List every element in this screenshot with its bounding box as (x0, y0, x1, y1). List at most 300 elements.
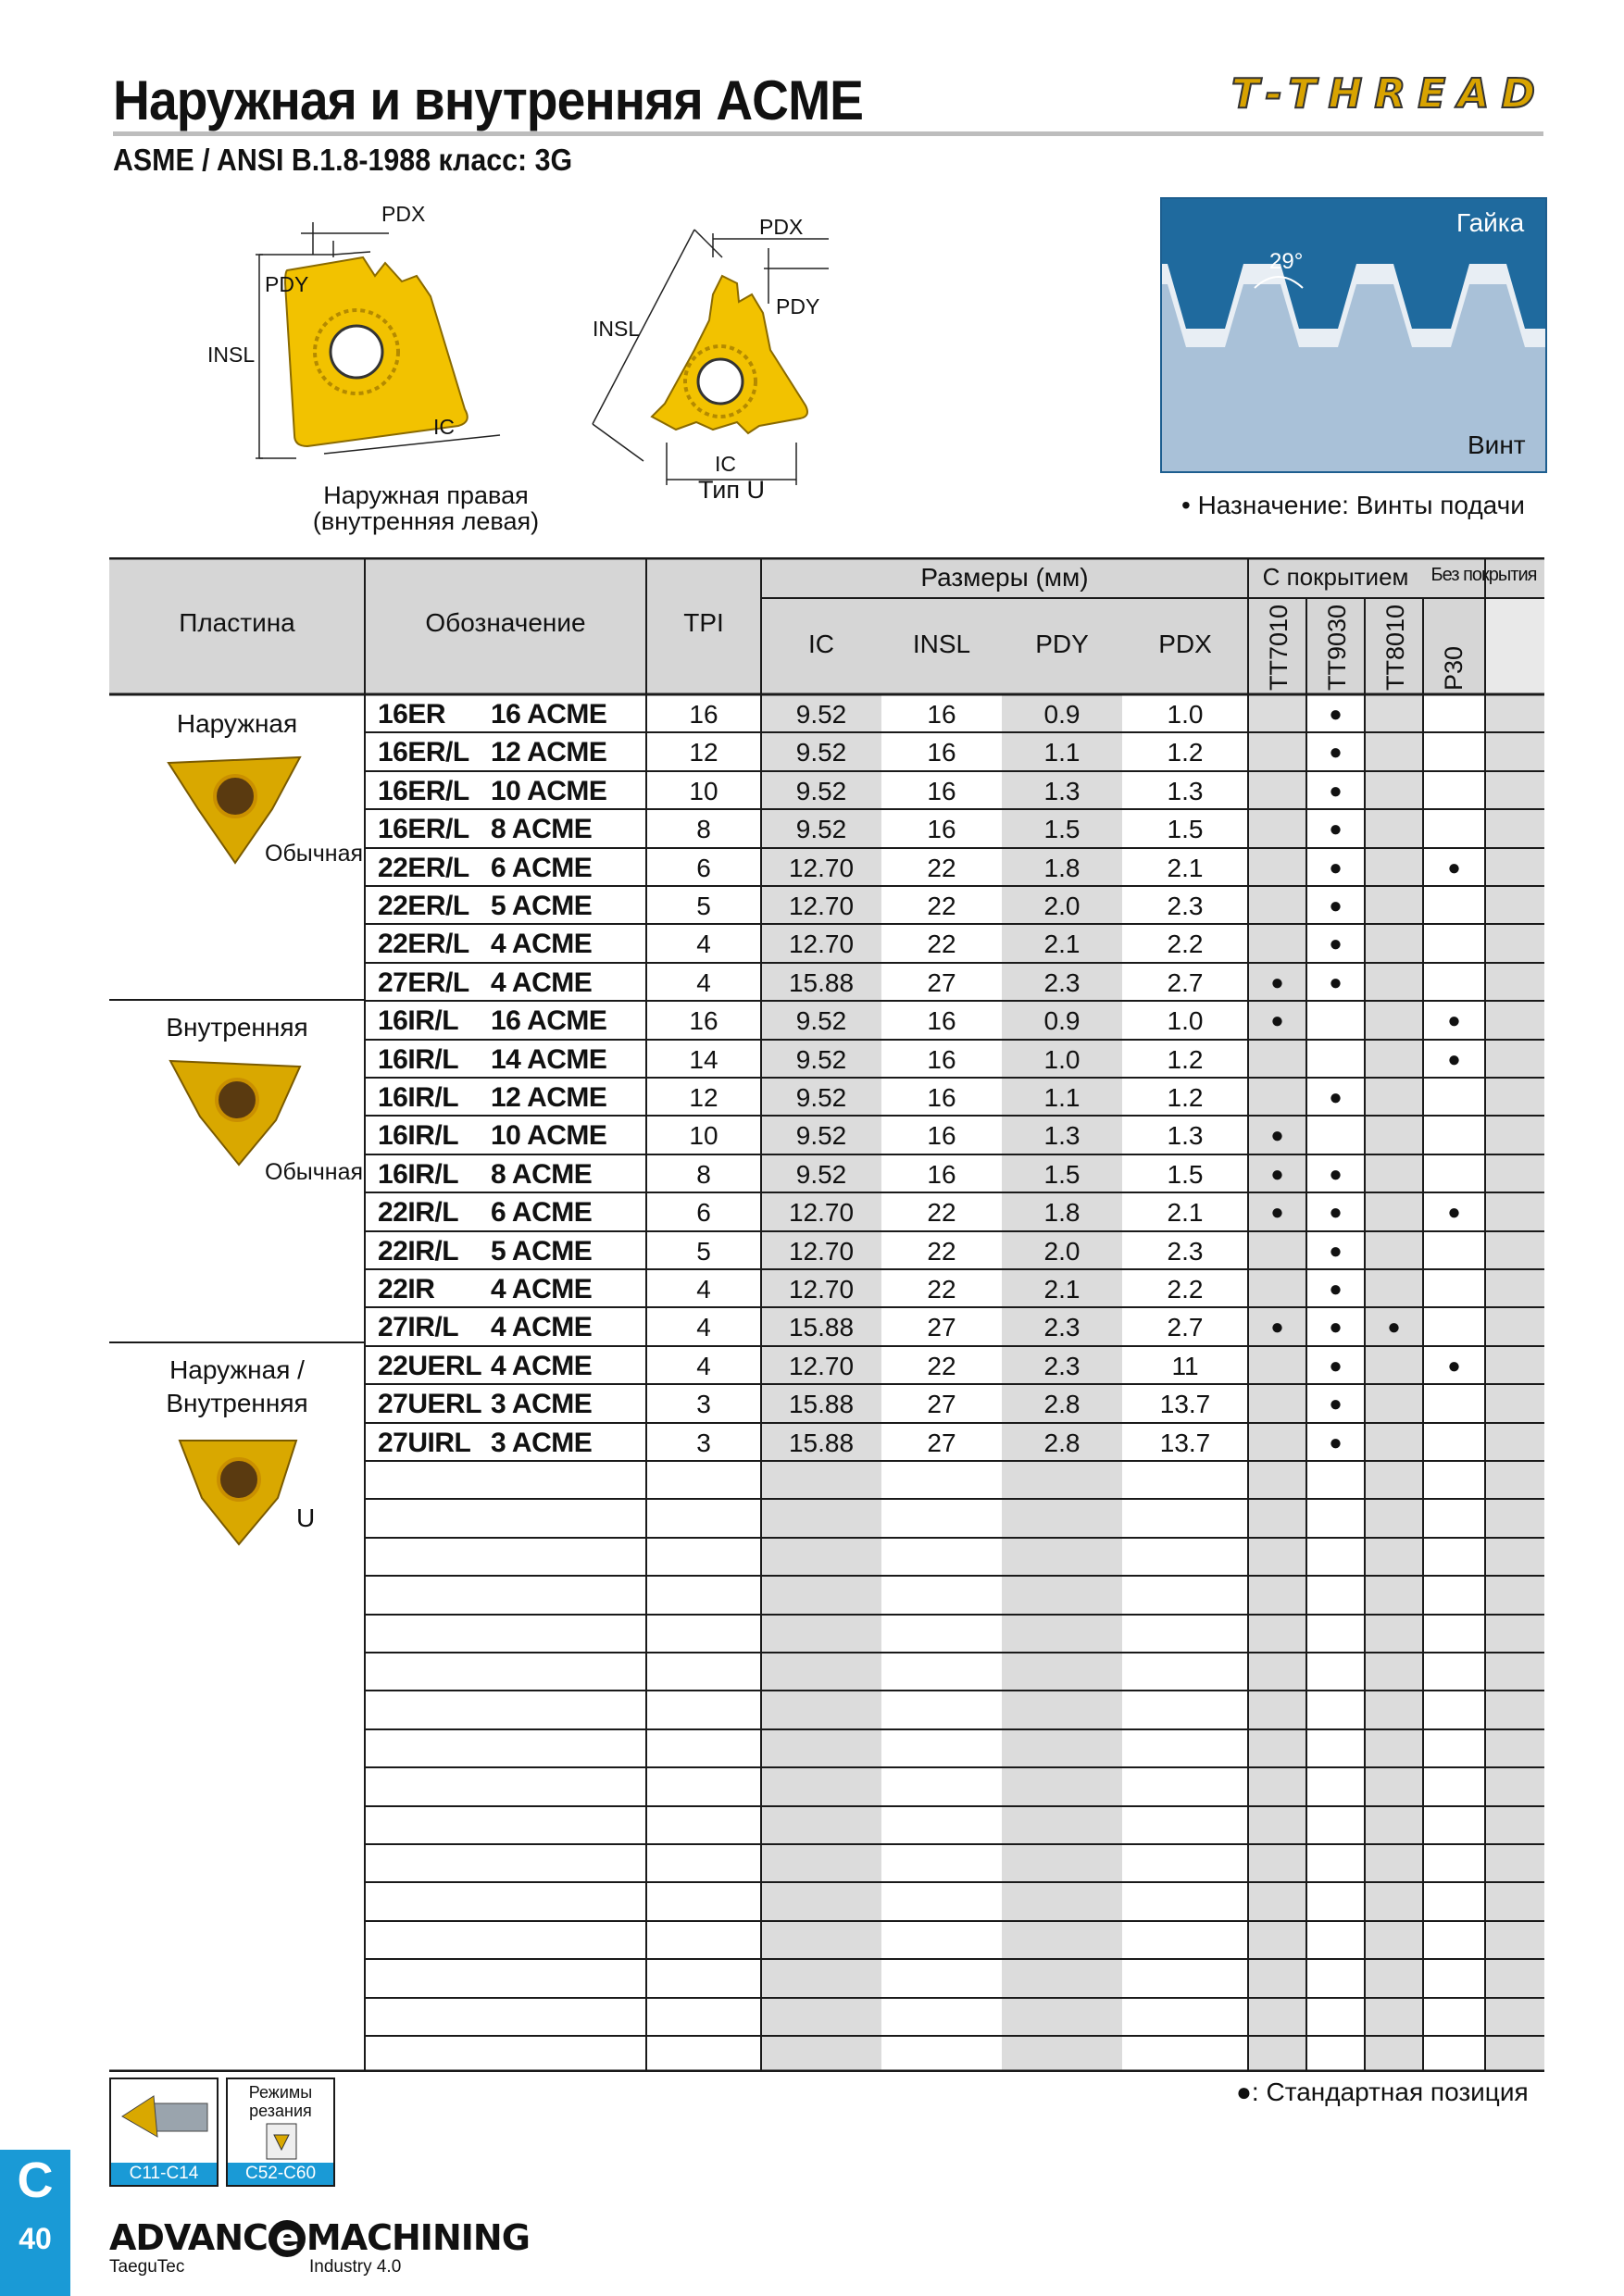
cell-grade-tt9030: ● (1329, 817, 1343, 842)
group-external-sub: Обычная (265, 841, 364, 867)
cell-grade-tt9030: ● (1329, 1200, 1343, 1225)
cell-pdx: 1.3 (1167, 777, 1204, 805)
cell-ic: 12.70 (788, 1198, 855, 1227)
cell-grade-p30 (1423, 924, 1485, 962)
cell-grade-tt8010 (1365, 694, 1423, 732)
table-row (109, 886, 1544, 924)
diagram-caption-left-2: (внутренняя левая) (312, 507, 540, 535)
cell-grade-p30 (1423, 886, 1485, 924)
cell-code: 22ER/L (378, 853, 469, 883)
cell-grade-tt7010 (1248, 1231, 1306, 1269)
cell-grade-p30 (1423, 771, 1485, 809)
cell-pdy: 1.5 (1043, 815, 1081, 843)
cell-pdy: 1.1 (1043, 738, 1081, 767)
insert-diagram-type-u (574, 211, 852, 498)
cell-ic: 9.52 (795, 1045, 847, 1074)
cell-ic: 15.88 (788, 968, 855, 997)
cell-pdy: 1.1 (1043, 1083, 1081, 1112)
cell-grade-tt7010 (1248, 1346, 1306, 1384)
cell-grade-tt8010 (1365, 848, 1423, 886)
cell-pdx: 2.7 (1167, 1313, 1204, 1341)
cell-code: 22IR/L (378, 1197, 459, 1228)
cell-code: 16ER/L (378, 776, 469, 806)
cell-tpi: 16 (689, 1006, 718, 1035)
cell-acme: 6 ACME (491, 1197, 593, 1228)
header-tpi: TPI (683, 608, 724, 637)
cell-acme: 16 ACME (491, 699, 607, 730)
cell-code: 16ER (378, 699, 446, 730)
table-row (109, 1078, 1544, 1116)
group-universal-label-1: Наружная / (169, 1355, 305, 1384)
cell-insl: 22 (927, 1352, 956, 1380)
table-row (109, 1231, 1544, 1269)
cell-grade-tt7010: ● (1270, 1008, 1284, 1033)
cell-grade-tt7010 (1248, 848, 1306, 886)
table-row (109, 1116, 1544, 1154)
cell-code: 22IR/L (378, 1236, 459, 1267)
cell-ic: 9.52 (795, 1121, 847, 1150)
cell-code: 16IR/L (378, 1159, 459, 1190)
cell-tpi: 3 (696, 1390, 711, 1418)
cell-pdy: 2.0 (1043, 1237, 1081, 1266)
cell-grade-p30 (1423, 1116, 1485, 1154)
header-uncoated: Без покрытия (1430, 565, 1537, 585)
cell-grade-tt7010 (1248, 732, 1306, 770)
cell-grade-tt8010: ● (1387, 1315, 1401, 1340)
ref-cutting-title-1: Режимы (248, 2083, 313, 2102)
cell-insl: 16 (927, 700, 956, 729)
cell-code: 16IR/L (378, 1120, 459, 1151)
cell-pdy: 2.3 (1043, 1352, 1081, 1380)
cell-insl: 16 (927, 777, 956, 805)
cell-grade-tt8010 (1365, 1269, 1423, 1307)
cell-acme: 12 ACME (491, 737, 607, 767)
table-row (109, 732, 1544, 770)
cell-grade-p30 (1423, 1423, 1485, 1461)
cell-grade-tt7010 (1248, 924, 1306, 962)
cell-code: 27UIRL (378, 1428, 471, 1458)
cell-pdy: 1.5 (1043, 1160, 1081, 1189)
cell-code: 27UERL (378, 1389, 482, 1419)
insert-table (109, 557, 1544, 2072)
cell-code: 27ER/L (378, 967, 469, 998)
logo-company: TaeguTec (109, 2257, 185, 2277)
cell-ic: 9.52 (795, 738, 847, 767)
header-grade-p30: P30 (1440, 645, 1468, 691)
cell-grade-p30 (1423, 1384, 1485, 1422)
cell-acme: 5 ACME (491, 891, 593, 921)
cell-pdy: 2.8 (1043, 1390, 1081, 1418)
table-row (109, 1040, 1544, 1078)
cell-ic: 9.52 (795, 777, 847, 805)
table-row (109, 771, 1544, 809)
logo-tagline: Industry 4.0 (309, 2257, 402, 2277)
cell-acme: 4 ACME (491, 1351, 593, 1381)
cell-pdx: 1.2 (1167, 1045, 1204, 1074)
cell-pdx: 2.3 (1167, 1237, 1204, 1266)
ref-toolholders-label: C11-C14 (111, 2163, 217, 2185)
group-external-label: Наружная (176, 709, 298, 738)
page-subtitle: ASME / ANSI B.1.8-1988 класс: 3G (113, 143, 573, 177)
cell-tpi: 12 (689, 1083, 718, 1112)
cell-acme: 6 ACME (491, 853, 593, 883)
diagram-caption-left-1: Наружная правая (323, 481, 529, 509)
cell-insl: 16 (927, 1121, 956, 1150)
header-grade-tt8010: TT8010 (1381, 604, 1409, 691)
cell-pdx: 2.1 (1167, 854, 1204, 882)
cell-pdy: 2.3 (1043, 1313, 1081, 1341)
cell-ic: 9.52 (795, 1083, 847, 1112)
cell-tpi: 4 (696, 1313, 711, 1341)
cell-code: 16ER/L (378, 737, 469, 767)
cell-grade-tt7010: ● (1270, 1315, 1284, 1340)
cell-ic: 15.88 (788, 1390, 855, 1418)
cell-grade-tt8010 (1365, 732, 1423, 770)
header-dimensions: Размеры (мм) (920, 563, 1089, 592)
ref-cutting-data-button[interactable] (226, 2078, 335, 2187)
cell-ic: 9.52 (795, 815, 847, 843)
cutting-data-icon (261, 2122, 302, 2161)
cell-grade-tt7010 (1248, 1384, 1306, 1422)
cell-grade-tt7010: ● (1270, 1162, 1284, 1187)
cell-grade-tt9030: ● (1329, 1315, 1343, 1340)
label-pdx-left: PDX (381, 202, 426, 226)
cell-grade-tt7010: ● (1270, 1123, 1284, 1148)
cell-code: 16IR/L (378, 1044, 459, 1075)
cell-insl: 16 (927, 1006, 956, 1035)
label-pdy-left: PDY (265, 272, 309, 296)
cell-code: 27IR/L (378, 1312, 459, 1342)
cell-insl: 16 (927, 1045, 956, 1074)
cell-grade-tt8010 (1365, 924, 1423, 962)
cell-pdy: 1.8 (1043, 1198, 1081, 1227)
cell-grade-p30: ● (1447, 1008, 1461, 1033)
cell-insl: 22 (927, 1237, 956, 1266)
cell-tpi: 4 (696, 1352, 711, 1380)
cell-grade-tt8010 (1365, 1040, 1423, 1078)
cell-tpi: 10 (689, 1121, 718, 1150)
cell-grade-tt9030: ● (1329, 1162, 1343, 1187)
cell-grade-tt9030: ● (1329, 740, 1343, 765)
cell-grade-tt9030: ● (1329, 855, 1343, 880)
thread-screw-label: Винт (1468, 430, 1526, 459)
cell-grade-p30 (1423, 1307, 1485, 1345)
cell-acme: 8 ACME (491, 814, 593, 844)
cell-tpi: 3 (696, 1429, 711, 1457)
cell-grade-tt9030 (1306, 1001, 1365, 1039)
cell-ic: 9.52 (795, 1160, 847, 1189)
cell-pdx: 1.0 (1167, 1006, 1204, 1035)
table-row (109, 1346, 1544, 1384)
cell-grade-tt7010 (1248, 1078, 1306, 1116)
cell-acme: 14 ACME (491, 1044, 607, 1075)
label-ic-right: IC (715, 452, 736, 476)
toolholder-icon (117, 2083, 209, 2157)
cell-grade-tt9030: ● (1329, 893, 1343, 918)
cell-tpi: 6 (696, 1198, 711, 1227)
group-universal-label-2: Внутренняя (166, 1389, 308, 1417)
cell-insl: 16 (927, 738, 956, 767)
cell-pdy: 2.1 (1043, 930, 1081, 958)
cell-code: 16ER/L (378, 814, 469, 844)
cell-acme: 4 ACME (491, 967, 593, 998)
cell-grade-p30: ● (1447, 1354, 1461, 1379)
cell-pdx: 2.3 (1167, 892, 1204, 920)
table-row (109, 924, 1544, 962)
header-grade-tt9030: TT9030 (1323, 604, 1351, 691)
title-rule (113, 131, 1543, 136)
cell-tpi: 4 (696, 930, 711, 958)
ref-toolholders-button[interactable] (109, 2078, 219, 2187)
cell-ic: 12.70 (788, 930, 855, 958)
cell-pdy: 1.8 (1043, 854, 1081, 882)
cell-grade-p30: ● (1447, 1047, 1461, 1072)
cell-grade-tt9030: ● (1329, 1354, 1343, 1379)
table-row (109, 1423, 1544, 1461)
table-row (109, 1384, 1544, 1422)
logo-e-mark: e (269, 2220, 306, 2257)
header-grade-tt7010: TT7010 (1265, 604, 1293, 691)
cell-insl: 22 (927, 1198, 956, 1227)
page-number: 40 (19, 2222, 52, 2255)
cell-grade-p30 (1423, 1231, 1485, 1269)
cell-pdx: 2.2 (1167, 930, 1204, 958)
cell-code: 22UERL (378, 1351, 482, 1381)
logo-part-1: ADVANC (109, 2217, 268, 2258)
cell-pdx: 1.5 (1167, 815, 1204, 843)
cell-grade-tt7010: ● (1270, 1200, 1284, 1225)
cell-grade-tt9030: ● (1329, 702, 1343, 727)
cell-grade-tt8010 (1365, 1423, 1423, 1461)
cell-code: 22ER/L (378, 929, 469, 959)
cell-pdy: 2.1 (1043, 1275, 1081, 1304)
cell-grade-p30 (1423, 694, 1485, 732)
brand-logo (1224, 67, 1543, 122)
cell-grade-tt8010 (1365, 1116, 1423, 1154)
header-pdy: PDY (1035, 630, 1089, 658)
cell-grade-tt8010 (1365, 771, 1423, 809)
cell-tpi: 16 (689, 700, 718, 729)
label-ic-left: IC (433, 415, 455, 439)
cell-grade-tt8010 (1365, 1078, 1423, 1116)
cell-tpi: 8 (696, 1160, 711, 1189)
cell-insl: 27 (927, 1390, 956, 1418)
cell-tpi: 5 (696, 892, 711, 920)
purpose-note: • Назначение: Винты подачи (1181, 491, 1525, 519)
table-row (109, 694, 1544, 732)
cell-pdx: 2.1 (1167, 1198, 1204, 1227)
diagram-caption-right: Тип U (697, 476, 765, 504)
cell-grade-tt7010 (1248, 809, 1306, 847)
cell-pdy: 1.3 (1043, 777, 1081, 805)
logo-part-2: MACHINING (306, 2217, 530, 2258)
header-pdx: PDX (1158, 630, 1212, 658)
cell-grade-tt7010 (1248, 694, 1306, 732)
cell-insl: 22 (927, 1275, 956, 1304)
cell-pdx: 2.2 (1167, 1275, 1204, 1304)
cell-acme: 4 ACME (491, 1274, 593, 1304)
cell-grade-tt8010 (1365, 1231, 1423, 1269)
cell-pdy: 2.3 (1043, 968, 1081, 997)
table-row (109, 848, 1544, 886)
cell-grade-tt9030 (1306, 1116, 1365, 1154)
cell-acme: 3 ACME (491, 1428, 593, 1458)
cell-code: 16IR/L (378, 1005, 459, 1036)
cell-grade-tt7010 (1248, 771, 1306, 809)
cell-insl: 16 (927, 1083, 956, 1112)
cell-ic: 15.88 (788, 1429, 855, 1457)
cell-tpi: 14 (689, 1045, 718, 1074)
header-ic: IC (808, 630, 834, 658)
group-internal-sub: Обычная (265, 1159, 364, 1185)
cell-acme: 12 ACME (491, 1082, 607, 1113)
cell-grade-p30 (1423, 1269, 1485, 1307)
cell-pdy: 0.9 (1043, 700, 1081, 729)
cell-grade-tt9030: ● (1329, 1277, 1343, 1302)
cell-grade-p30 (1423, 1154, 1485, 1192)
cell-insl: 27 (927, 968, 956, 997)
table-row (109, 963, 1544, 1001)
cell-ic: 12.70 (788, 1275, 855, 1304)
cell-acme: 16 ACME (491, 1005, 607, 1036)
cell-pdx: 1.2 (1167, 1083, 1204, 1112)
cell-pdy: 2.0 (1043, 892, 1081, 920)
cell-grade-tt9030: ● (1329, 931, 1343, 956)
legend-note: ●: Стандартная позиция (1236, 2078, 1529, 2106)
cell-grade-tt9030: ● (1329, 1239, 1343, 1264)
cell-grade-tt9030 (1306, 1040, 1365, 1078)
thread-profile-image (1160, 197, 1547, 473)
cell-acme: 8 ACME (491, 1159, 593, 1190)
cell-acme: 3 ACME (491, 1389, 593, 1419)
group-internal-label: Внутренняя (166, 1013, 308, 1042)
cell-pdx: 1.2 (1167, 738, 1204, 767)
cell-ic: 12.70 (788, 1352, 855, 1380)
cell-acme: 4 ACME (491, 929, 593, 959)
cell-grade-tt9030: ● (1329, 1430, 1343, 1455)
cell-ic: 12.70 (788, 1237, 855, 1266)
ref-cutting-data-label: C52-C60 (228, 2163, 333, 2185)
cell-insl: 22 (927, 854, 956, 882)
cell-pdx: 1.5 (1167, 1160, 1204, 1189)
cell-grade-tt8010 (1365, 1346, 1423, 1384)
table-row (109, 1307, 1544, 1345)
label-insl-right: INSL (593, 317, 641, 341)
cell-pdx: 13.7 (1159, 1390, 1211, 1418)
cell-code: 16IR/L (378, 1082, 459, 1113)
table-row (109, 1001, 1544, 1039)
cell-code: 22IR (378, 1274, 435, 1304)
cell-grade-p30 (1423, 1078, 1485, 1116)
cell-acme: 4 ACME (491, 1312, 593, 1342)
label-pdy-right: PDY (776, 294, 820, 318)
cell-grade-tt8010 (1365, 1192, 1423, 1230)
cell-grade-tt7010 (1248, 1423, 1306, 1461)
table-row (109, 1192, 1544, 1230)
cell-grade-tt7010 (1248, 1269, 1306, 1307)
cell-grade-p30 (1423, 809, 1485, 847)
header-insert: Пластина (179, 608, 295, 637)
cell-grade-p30 (1423, 963, 1485, 1001)
cell-acme: 5 ACME (491, 1236, 593, 1267)
page-title: Наружная и внутренняя ACME (113, 69, 864, 131)
cell-acme: 10 ACME (491, 1120, 607, 1151)
cell-insl: 22 (927, 930, 956, 958)
cell-tpi: 5 (696, 1237, 711, 1266)
cell-grade-tt8010 (1365, 809, 1423, 847)
advance-machining-logo (109, 2217, 530, 2258)
cell-ic: 12.70 (788, 892, 855, 920)
group-universal-sub: U (296, 1504, 316, 1532)
cell-acme: 10 ACME (491, 776, 607, 806)
cell-insl: 16 (927, 1160, 956, 1189)
cell-pdy: 1.3 (1043, 1121, 1081, 1150)
thread-nut-label: Гайка (1456, 208, 1525, 237)
header-insl: INSL (912, 630, 971, 658)
cell-pdx: 2.7 (1167, 968, 1204, 997)
cell-tpi: 4 (696, 968, 711, 997)
cell-pdy: 0.9 (1043, 1006, 1081, 1035)
cell-pdy: 1.0 (1043, 1045, 1081, 1074)
cell-grade-tt8010 (1365, 1154, 1423, 1192)
cell-insl: 27 (927, 1313, 956, 1341)
cell-grade-tt8010 (1365, 963, 1423, 1001)
cell-tpi: 4 (696, 1275, 711, 1304)
cell-grade-tt7010 (1248, 886, 1306, 924)
cell-code: 22ER/L (378, 891, 469, 921)
label-pdx-right: PDX (759, 215, 804, 239)
cell-tpi: 6 (696, 854, 711, 882)
cell-pdx: 1.0 (1167, 700, 1204, 729)
cell-grade-p30: ● (1447, 1200, 1461, 1225)
cell-insl: 22 (927, 892, 956, 920)
cell-pdx: 1.3 (1167, 1121, 1204, 1150)
cell-grade-tt8010 (1365, 1384, 1423, 1422)
cell-pdx: 13.7 (1159, 1429, 1211, 1457)
cell-grade-tt8010 (1365, 886, 1423, 924)
header-designation: Обозначение (425, 608, 586, 637)
ref-cutting-title-2: резания (249, 2102, 312, 2120)
header-coated: С покрытием (1262, 563, 1409, 591)
table-row (109, 809, 1544, 847)
cell-grade-p30 (1423, 732, 1485, 770)
cell-ic: 12.70 (788, 854, 855, 882)
cell-insl: 16 (927, 815, 956, 843)
cell-tpi: 8 (696, 815, 711, 843)
cell-tpi: 12 (689, 738, 718, 767)
cell-tpi: 10 (689, 777, 718, 805)
cell-grade-tt9030: ● (1329, 1085, 1343, 1110)
cell-insl: 27 (927, 1429, 956, 1457)
cell-grade-tt9030: ● (1329, 1391, 1343, 1416)
cell-pdx: 11 (1171, 1352, 1199, 1380)
cell-grade-tt8010 (1365, 1001, 1423, 1039)
cell-grade-tt7010: ● (1270, 970, 1284, 995)
cell-grade-tt7010 (1248, 1040, 1306, 1078)
thread-angle-label: 29° (1269, 249, 1304, 274)
cell-ic: 9.52 (795, 700, 847, 729)
table-row (109, 1269, 1544, 1307)
table-row (109, 1154, 1544, 1192)
cell-grade-p30: ● (1447, 855, 1461, 880)
cell-grade-tt9030: ● (1329, 970, 1343, 995)
section-letter: C (17, 2152, 54, 2208)
brand-logo-text: T-THREAD (1231, 70, 1537, 118)
cell-ic: 15.88 (788, 1313, 855, 1341)
cell-grade-tt9030: ● (1329, 779, 1343, 804)
cell-ic: 9.52 (795, 1006, 847, 1035)
cell-pdy: 2.8 (1043, 1429, 1081, 1457)
